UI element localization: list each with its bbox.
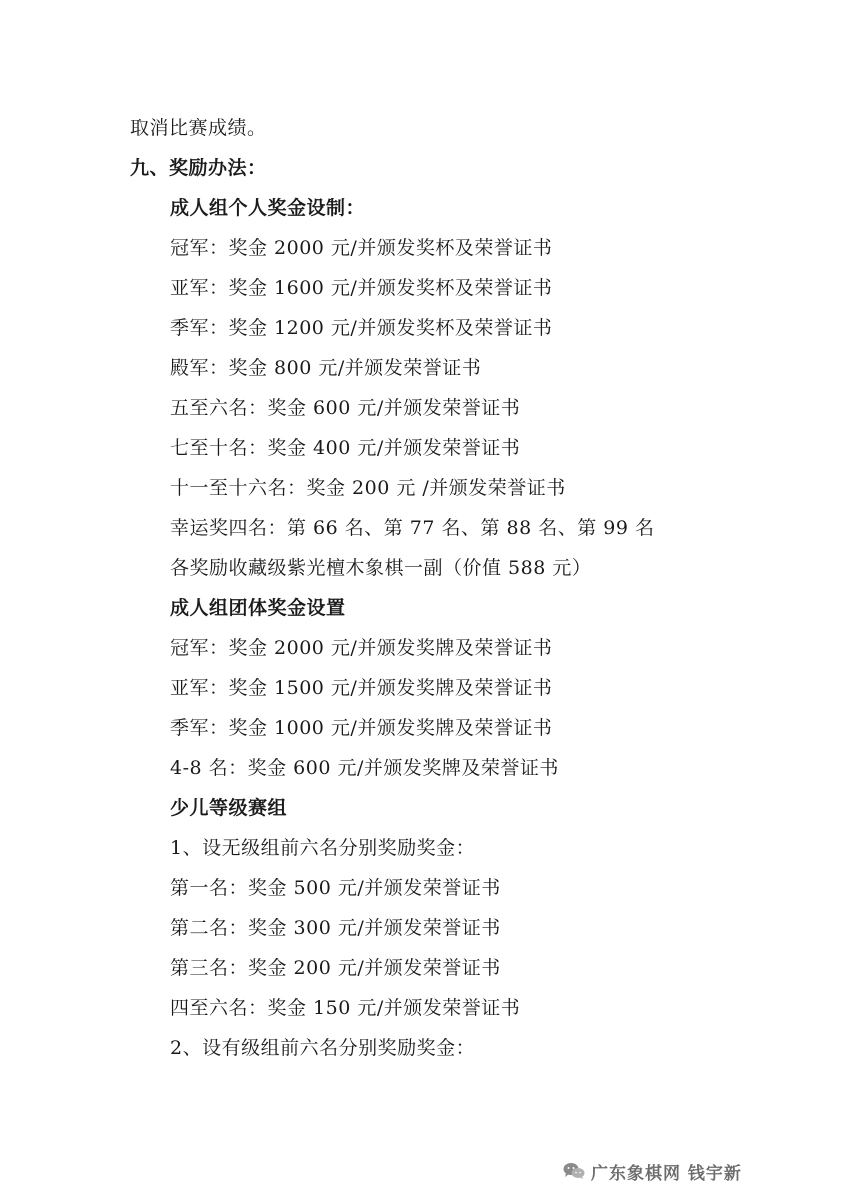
text-line: 五至六名：奖金 600 元/并颁发荣誉证书 [170,397,521,419]
text-line: 取消比赛成绩。 [130,117,267,139]
subsection-heading: 成人组个人奖金设制： [170,197,366,219]
text-line: 1、设无级组前六名分别奖励奖金： [170,837,476,859]
text-line: 季军：奖金 1000 元/并颁发奖牌及荣誉证书 [170,717,553,739]
text-line: 殿军：奖金 800 元/并颁发荣誉证书 [170,357,482,379]
text-line: 第二名：奖金 300 元/并颁发荣誉证书 [170,917,501,939]
text-line: 七至十名：奖金 400 元/并颁发荣誉证书 [170,437,521,459]
text-line: 冠军：奖金 2000 元/并颁发奖牌及荣誉证书 [170,637,553,659]
watermark [563,1158,742,1184]
text-line: 冠军：奖金 2000 元/并颁发奖杯及荣誉证书 [170,237,553,259]
subsection-heading: 少儿等级赛组 [170,797,288,819]
text-line: 季军：奖金 1200 元/并颁发奖杯及荣誉证书 [170,317,553,339]
watermark-text: 广东象棋网 钱宇新 [591,1163,742,1184]
text-line: 第一名：奖金 500 元/并颁发荣誉证书 [170,877,501,899]
text-line: 亚军：奖金 1500 元/并颁发奖牌及荣誉证书 [170,677,553,699]
text-line: 幸运奖四名：第 66 名、第 77 名、第 88 名、第 99 名 [170,517,655,539]
subsection-heading: 成人组团体奖金设置 [170,597,346,619]
text-line: 十一至十六名：奖金 200 元 /并颁发荣誉证书 [170,477,566,499]
wechat-icon [563,1162,585,1180]
text-line: 四至六名：奖金 150 元/并颁发荣誉证书 [170,997,521,1019]
text-line: 2、设有级组前六名分别奖励奖金： [170,1037,476,1059]
text-line: 4-8 名：奖金 600 元/并颁发奖牌及荣誉证书 [170,757,559,779]
text-line: 亚军：奖金 1600 元/并颁发奖杯及荣誉证书 [170,277,553,299]
text-line: 各奖励收藏级紫光檀木象棋一副（价值 588 元） [170,557,592,579]
text-line: 第三名：奖金 200 元/并颁发荣誉证书 [170,957,501,979]
section-heading: 九、奖励办法： [130,157,267,179]
